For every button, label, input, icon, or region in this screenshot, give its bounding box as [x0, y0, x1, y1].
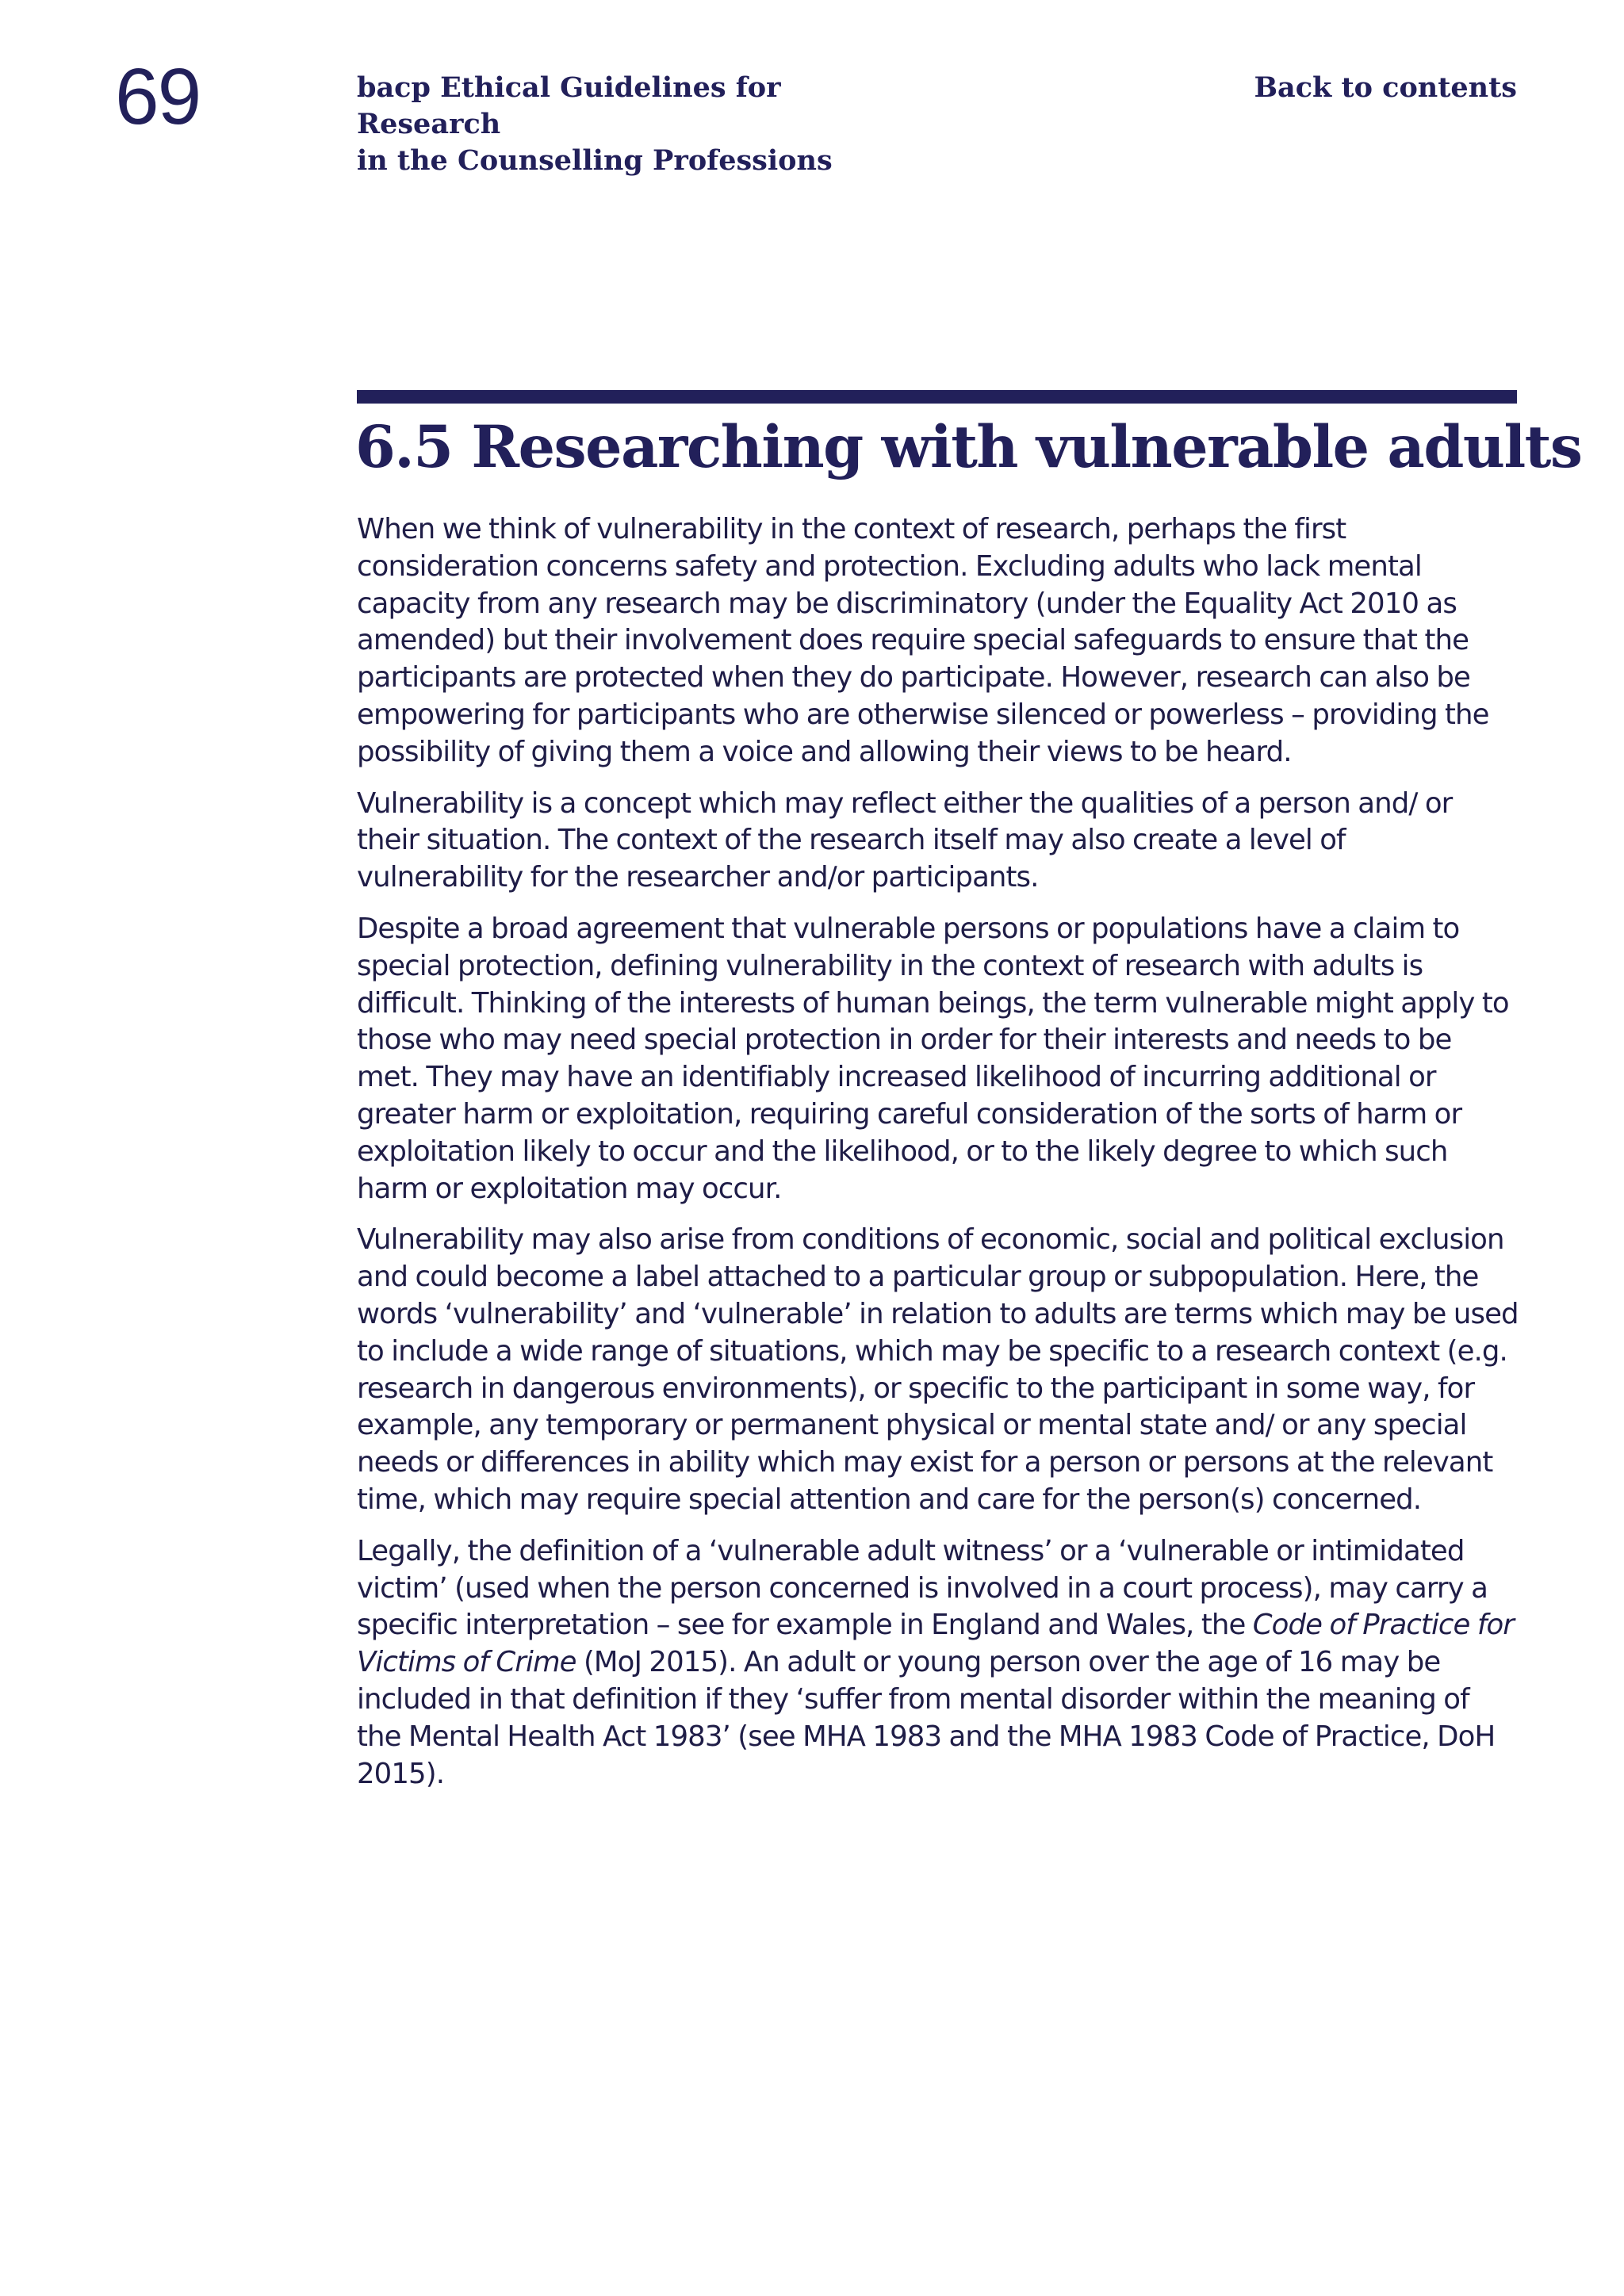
back-to-contents-link[interactable]: Back to contents [1254, 71, 1517, 104]
paragraph: Despite a broad agreement that vulnerable persons or populations have a claim to special protection, defining vulnerability in the context of research with adults is difficult. Thinking of the interests of human beings, the term vulnerable might apply to those who may need special protection in order for their interests and needs to be met. They may have an identifiably increased likelihood of incurring additional or greater harm or exploitation, requiring careful consideration of the sorts of harm or exploitation likely to occur and the likelihood, or to the likely degree to which such harm or exploitation may occur. [357, 912, 1509, 1205]
paragraph: Vulnerability is a concept which may reflect either the qualities of a person and/ or their situation. The context of the research itself may also create a level of vulnerability for the researcher and/or participants. [357, 786, 1453, 894]
document-title-line-2: in the Counselling Professions [357, 144, 833, 177]
page-number: 69 [115, 52, 201, 141]
body-text [357, 511, 1519, 1807]
paragraph: Vulnerability may also arise from conditions of economic, social and political exclusion and could become a label attached to a particular group or subpopulation. Here, the words ‘vulnerability’ and ‘vulnerable’ in relation to adults are terms which may be used to include a wide range of situations, which may be specific to a research context (e.g. research in dangerous environments), or specific to the participant in some way, for example, any temporary or permanent physical or mental state and/ or any special needs or differences in ability which may exist for a person or persons at the relevant time, which may require special attention and care for the person(s) concerned. [357, 1223, 1519, 1516]
legal-text-start: Legally, the definition of a ‘vulnerable adult witness’ or a ‘vulnerable or intimidated victim’ (used when the person concerned is involved in a court process), may carry a specific interpretation – see for example in England and Wales, the [357, 1534, 1488, 1642]
paragraph: When we think of vulnerability in the context of research, perhaps the first consideration concerns safety and protection. Excluding adults who lack mental capacity from any research may be discriminatory (under the Equality Act 2010 as amended) but their involvement does require special safeguards to ensure that the participants are protected when they do participate. However, research can also be empowering for participants who are otherwise silenced or powerless – providing the possibility of giving them a voice and allowing their views to be heard. [357, 513, 1489, 768]
document-title [357, 70, 912, 179]
section-divider [357, 390, 1517, 404]
legal-text-end: (MoJ 2015). An adult or young person over the age of 16 may be included in that definition if they ‘suffer from mental disorder within the meaning of the Mental Health Act 1983’ (see MHA 1983 and the MHA 1983 Code of Practice, DoH 2015). [357, 1646, 1496, 1790]
code-of-practice-title: Code of Practice for Victims of Crime [357, 1609, 1514, 1679]
document-title-line-1: bacp Ethical Guidelines for Research [357, 71, 781, 140]
section-heading: 6.5 Researching with vulnerable adults [355, 413, 1582, 481]
paragraph-legal [357, 1533, 1519, 1793]
